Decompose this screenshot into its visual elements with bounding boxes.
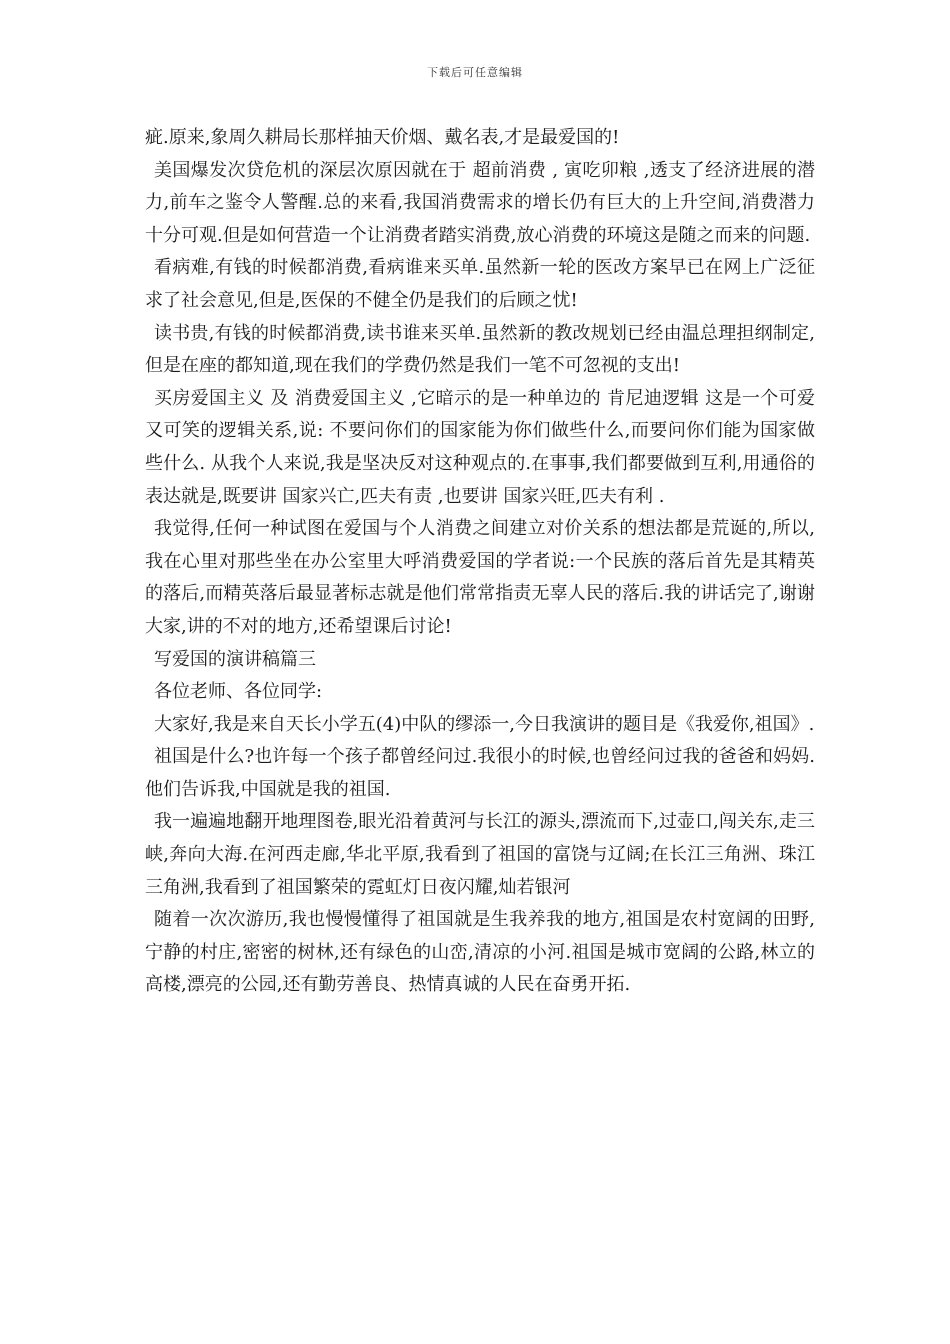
paragraph-10: 随着一次次游历,我也慢慢懂得了祖国就是生我养我的地方,祖国是农村宽阔的田野,宁静的村庄,密密的树林,还有绿色的山峦,清凉的小河.祖国是城市宽阔的公路,林立的高楼,漂亮的公园,还有勤劳善良、热情真诚的人民在奋勇开拓. [145, 909, 815, 996]
paragraph-1: 疵.原来,象周久耕局长那样抽天价烟、戴名表,才是最爱国的! [145, 127, 620, 148]
paragraph-6: 我觉得,任何一种试图在爱国与个人消费之间建立对价关系的想法都是荒诞的,所以,我在心里对那些坐在办公室里大呼消费爱国的学者说:一个民族的落后首先是其精英的落后,而精英落后最显著标志就是他们常常指责无辜人民的落后.我的讲话完了,谢谢大家,讲的不对的地方,还希望课后讨论! [145, 518, 815, 637]
page-header: 下载后可任意编辑 [427, 66, 523, 79]
paragraph-3: 看病难,有钱的时候都消费,看病谁来买单.虽然新一轮的医改方案早已在网上广泛征求了社会意见,但是,医保的不健全仍是我们的后顾之忧! [145, 257, 815, 311]
section-heading: 写爱国的演讲稿篇三 [154, 648, 316, 670]
paragraph-7: 大家好,我是来自天长小学五(4)中队的缪添一,今日我演讲的题目是《我爱你,祖国》. [154, 713, 815, 735]
paragraph-5: 买房爱国主义 及 消费爱国主义 ,它暗示的是一种单边的 肯尼迪逻辑 这是一个可爱又可笑的逻辑关系,说: 不要问你们的国家能为你们做些什么,而要问你们能为国家做些什么. 从我个人来说,我是坚决反对这种观点的.在事事,我们都要做到互利,用通俗的表达就是,既要讲 国家兴亡,匹夫有责 ,也要讲 国家兴旺,匹夫有利 . [145, 387, 815, 507]
paragraph-9: 我一遍遍地翻开地理图卷,眼光沿着黄河与长江的源头,漂流而下,过壶口,闯关东,走三峡,奔向大海.在河西走廊,华北平原,我看到了祖国的富饶与辽阔;在长江三角洲、珠江三角洲,我看到了祖国繁荣的霓虹灯日夜闪耀,灿若银河 [145, 811, 815, 898]
paragraph-8: 祖国是什么?也许每一个孩子都曾经问过.我很小的时候,也曾经问过我的爸爸和妈妈.他们告诉我,中国就是我的祖国. [145, 746, 815, 800]
paragraph-2: 美国爆发次贷危机的深层次原因就在于 超前消费 , 寅吃卯粮 ,透支了经济进展的潜力,前车之鉴令人警醒.总的来看,我国消费需求的增长仍有巨大的上升空间,消费潜力十分可观.但是如何营造一个让消费者踏实消费,放心消费的环境这是随之而来的问题. [145, 159, 815, 246]
salutation: 各位老师、各位同学: [154, 681, 323, 703]
paragraph-4: 读书贵,有钱的时候都消费,读书谁来买单.虽然新的教改规划已经由温总理担纲制定,但是在座的都知道,现在我们的学费仍然是我们一笔不可忽视的支出! [145, 322, 815, 377]
document-body [145, 122, 815, 1002]
